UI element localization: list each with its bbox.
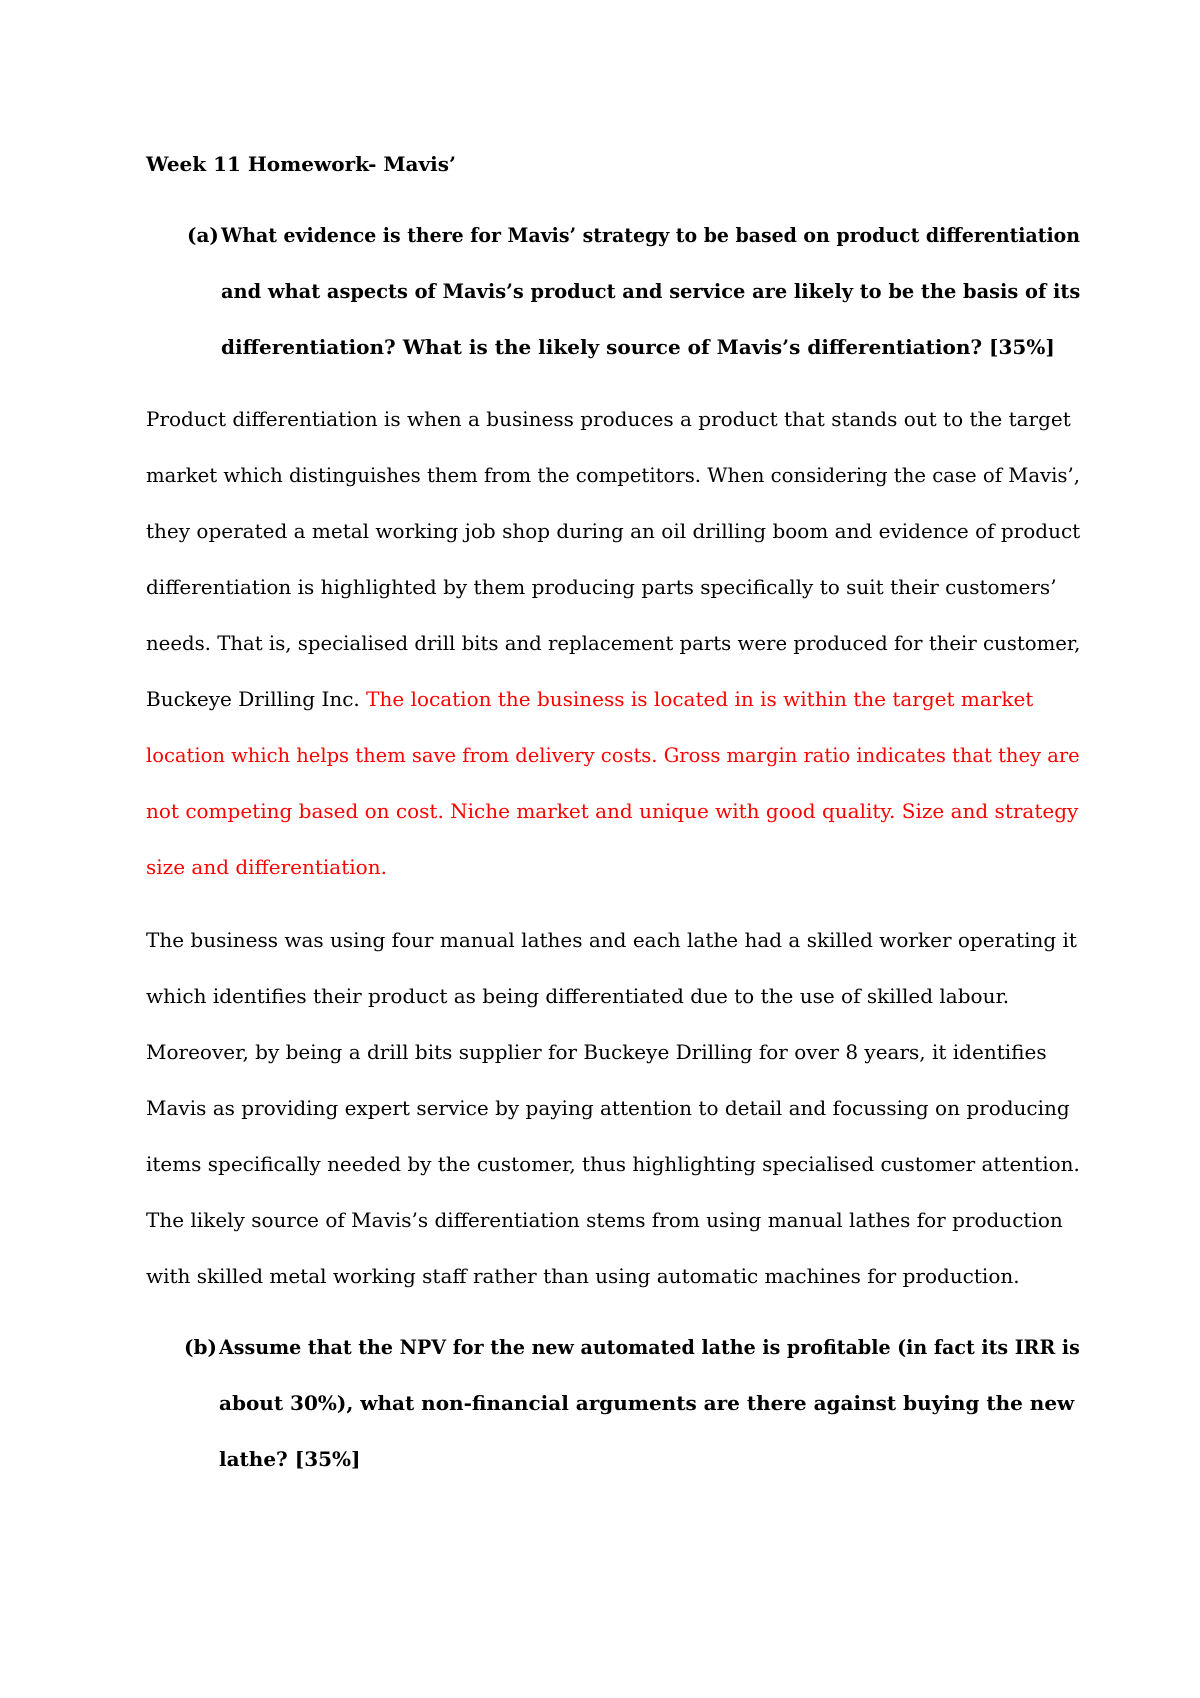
document-title: Week 11 Homework- Mavis’ (146, 152, 456, 176)
question-a-line-2: and what aspects of Mavis’s product and service are likely to be the basis of its (221, 279, 1081, 303)
paragraph-2-line-5: items specifically needed by the customer, thus highlighting specialised customer attention. (146, 1152, 1080, 1176)
paragraph-1-line-3: they operated a metal working job shop during an oil drilling boom and evidence of product (146, 519, 1081, 543)
annotation-red-line-3: not competing based on cost. Niche market and unique with good quality. Size and strategy (146, 799, 1079, 823)
annotation-red-text: The location the business is located in is within the target market (366, 687, 1034, 711)
paragraph-1-line-4: differentiation is highlighted by them producing parts specifically to suit their customers’ (146, 575, 1057, 599)
question-a-label: (a) (187, 223, 219, 247)
paragraph-2-line-4: Mavis as providing expert service by paying attention to detail and focussing on producing (146, 1096, 1070, 1120)
paragraph-2-line-7: with skilled metal working staff rather than using automatic machines for production. (146, 1264, 1020, 1288)
paragraph-2-line-2: which identifies their product as being differentiated due to the use of skilled labour. (146, 984, 1010, 1008)
paragraph-1-line-5: needs. That is, specialised drill bits and replacement parts were produced for their customer, (146, 631, 1081, 655)
paragraph-1-line-2: market which distinguishes them from the competitors. When considering the case of Mavis’, (146, 463, 1080, 487)
paragraph-1-line-6-text: Buckeye Drilling Inc. (146, 687, 367, 711)
paragraph-1-line-6 (146, 687, 1033, 711)
annotation-red-line-2: location which helps them save from delivery costs. Gross margin ratio indicates that they are (146, 743, 1080, 767)
paragraph-2-line-1: The business was using four manual lathes and each lathe had a skilled worker operating it (146, 928, 1077, 952)
question-a-line-3: differentiation? What is the likely source of Mavis’s differentiation? [35%] (221, 335, 1055, 359)
annotation-red-line-4: size and differentiation. (146, 855, 387, 879)
paragraph-2-line-3: Moreover, by being a drill bits supplier for Buckeye Drilling for over 8 years, it identifies (146, 1040, 1047, 1064)
question-b-line-3: lathe? [35%] (219, 1447, 361, 1471)
question-a-line-1: What evidence is there for Mavis’ strategy to be based on product differentiation (221, 223, 1080, 247)
paragraph-1-line-1: Product differentiation is when a business produces a product that stands out to the target (146, 407, 1071, 431)
question-b-label: (b) (184, 1335, 217, 1359)
paragraph-2-line-6: The likely source of Mavis’s differentiation stems from using manual lathes for production (146, 1208, 1063, 1232)
question-b-line-2: about 30%), what non-financial arguments are there against buying the new (219, 1391, 1075, 1415)
question-b-line-1: Assume that the NPV for the new automated lathe is profitable (in fact its IRR is (219, 1335, 1080, 1359)
